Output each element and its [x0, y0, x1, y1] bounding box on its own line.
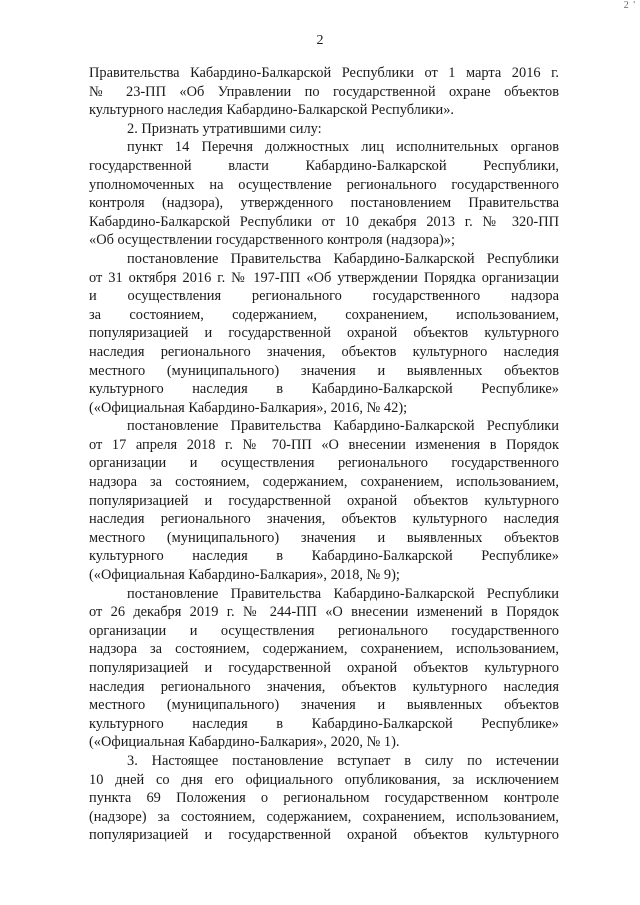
text-line: популяризацией и государственной охраной объектов культурного [89, 827, 559, 844]
page-number: 2 [316, 33, 324, 48]
text-line: пункт 14 Перечня должностных лиц исполнительных органов [127, 139, 559, 156]
text-line: контроля (надзора), утвержденного постановлением Правительства [89, 195, 559, 212]
text-line: местного (муниципального) значения и выявленных объектов [89, 697, 559, 714]
text-line: («Официальная Кабардино-Балкария», 2018, № 9); [89, 567, 400, 584]
text-line: наследия регионального значения, объектов культурного наследия [89, 678, 559, 695]
text-line: «Об осуществлении государственного контроля (надзора)»; [89, 232, 455, 249]
text-line: наследия регионального значения, объектов культурного наследия [89, 511, 559, 528]
corner-mark: 2 ' [623, 0, 636, 11]
text-line: культурного наследия Кабардино-Балкарской Республики». [89, 102, 455, 119]
text-line: уполномоченных на осуществление регионального государственного [89, 176, 559, 193]
text-line: (надзоре) за состоянием, содержанием, сохранением, использованием, [89, 808, 559, 825]
text-line: местного (муниципального) значения и выявленных объектов [89, 529, 559, 546]
text-line: 10 дней со дня его официального опубликования, за исключением [89, 771, 559, 788]
text-line: надзора за состоянием, содержанием, сохранением, использованием, [89, 641, 559, 658]
text-line: Кабардино-Балкарской Республики от 10 декабря 2013 г. № 320-ПП [89, 213, 559, 230]
text-line: организации и осуществления регионального государственного [89, 622, 559, 639]
text-line: от 17 апреля 2018 г. № 70-ПП «О внесении изменения в Порядок [89, 436, 559, 453]
text-line: культурного наследия в Кабардино-Балкарской Республике» [89, 548, 559, 565]
text-line: постановление Правительства Кабардино-Балкарской Республики [127, 585, 559, 602]
document-body [89, 64, 559, 845]
text-line: № 23-ПП «Об Управлении по государственной охране объектов [89, 83, 559, 100]
text-line: организации и осуществления регионального государственного [89, 455, 559, 472]
text-line: популяризацией и государственной охраной объектов культурного [89, 492, 559, 509]
text-line: от 31 октября 2016 г. № 197-ПП «Об утверждении Порядка организации [89, 269, 559, 286]
text-line: («Официальная Кабардино-Балкария», 2016, № 42); [89, 399, 408, 416]
text-line: от 26 декабря 2019 г. № 244-ПП «О внесении изменений в Порядок [89, 604, 559, 621]
text-line: государственной власти Кабардино-Балкарской Республики, [89, 157, 559, 174]
text-line: за состоянием, содержанием, сохранением, использованием, [89, 306, 559, 323]
text-line: постановление Правительства Кабардино-Балкарской Республики [127, 250, 559, 267]
text-line: культурного наследия в Кабардино-Балкарской Республике» [89, 381, 559, 398]
text-line: постановление Правительства Кабардино-Балкарской Республики [127, 418, 559, 435]
text-line: («Официальная Кабардино-Балкария», 2020, № 1). [89, 734, 400, 751]
text-line: и осуществления регионального государственного надзора [89, 288, 559, 305]
text-line: надзора за состоянием, содержанием, сохранением, использованием, [89, 474, 559, 491]
text-line: местного (муниципального) значения и выявленных объектов [89, 362, 559, 379]
text-line: популяризацией и государственной охраной объектов культурного [89, 660, 559, 676]
text-line: Правительства Кабардино-Балкарской Республики от 1 марта 2016 г. [89, 65, 559, 81]
text-line: 2. Признать утратившими силу: [127, 120, 322, 137]
text-line: наследия регионального значения, объектов культурного наследия [89, 343, 559, 360]
text-line: популяризацией и государственной охраной объектов культурного [89, 325, 559, 342]
text-line: 3. Настоящее постановление вступает в силу по истечении [127, 752, 559, 769]
text-line: культурного наследия в Кабардино-Балкарской Республике» [89, 715, 559, 732]
text-line: пункта 69 Положения о региональном государственном контроле [89, 790, 559, 807]
